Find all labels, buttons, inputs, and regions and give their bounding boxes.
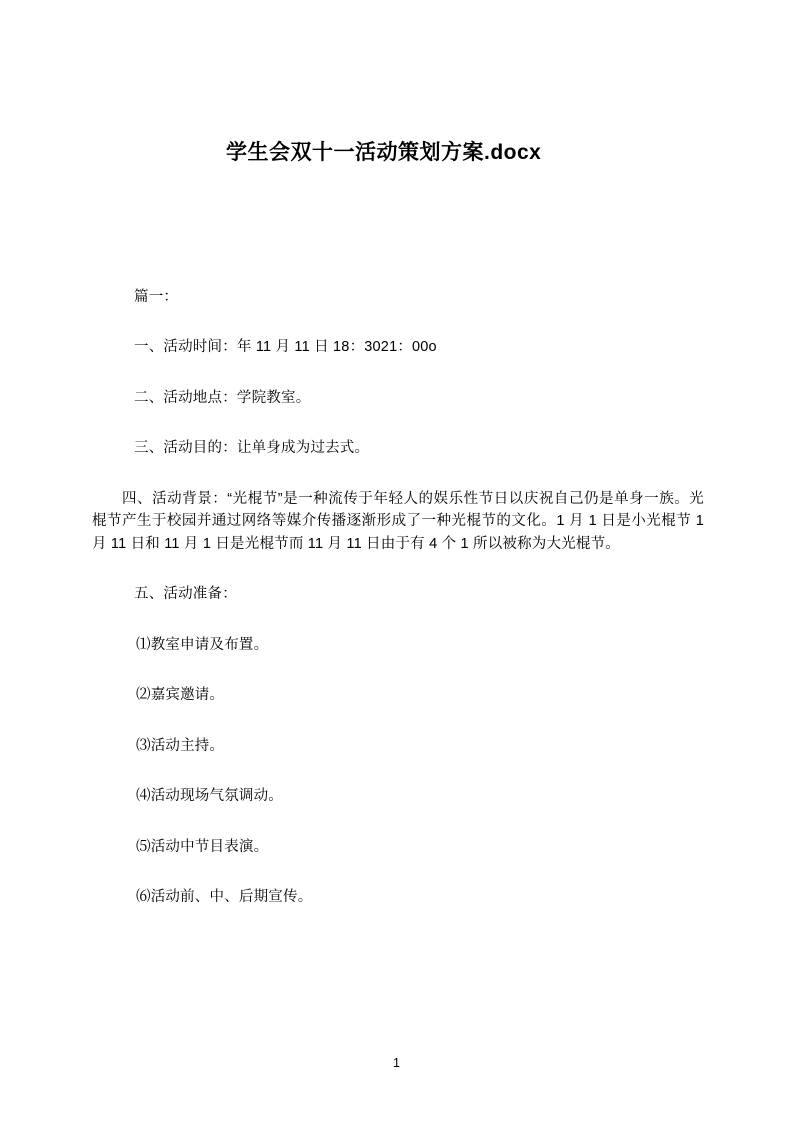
page-title: 学生会双十一活动策划方案.docx bbox=[226, 141, 542, 164]
paragraph: ⑷活动现场气氛调动。 bbox=[136, 788, 283, 805]
paragraph: ⑸活动中节目表演。 bbox=[136, 838, 269, 855]
paragraph: ⑶活动主持。 bbox=[136, 737, 225, 754]
page-number: 1 bbox=[393, 1056, 400, 1070]
paragraph: 五、活动准备： bbox=[134, 586, 237, 603]
paragraph: ⑴教室申请及布置。 bbox=[136, 636, 269, 653]
paragraph: 四、活动背景：“光棍节”是一种流传于年轻人的娱乐性节日以庆祝自己仍是单身一族。光棍节产生于校园并通过网络等媒介传播逐渐形成了一种光棍节的文化。1 月 1 日是小光棍节 1 月 11 日和 11 月 1 日是光棍节而 11 月 11 日由于有 4 个 1 所以被称为大光棍节。 bbox=[92, 490, 704, 552]
paragraph: ⑹活动前、中、后期宣传。 bbox=[136, 889, 313, 906]
paragraph: 一、活动时间：年 11 月 11 日 18：3021：00o bbox=[134, 339, 437, 356]
paragraph: 二、活动地点：学院教室。 bbox=[134, 389, 311, 406]
paragraph: 篇一： bbox=[134, 289, 179, 305]
document-body bbox=[92, 286, 704, 937]
paragraph: ⑵嘉宾邀请。 bbox=[136, 687, 225, 704]
paragraph: 三、活动目的：让单身成为过去式。 bbox=[134, 440, 370, 457]
